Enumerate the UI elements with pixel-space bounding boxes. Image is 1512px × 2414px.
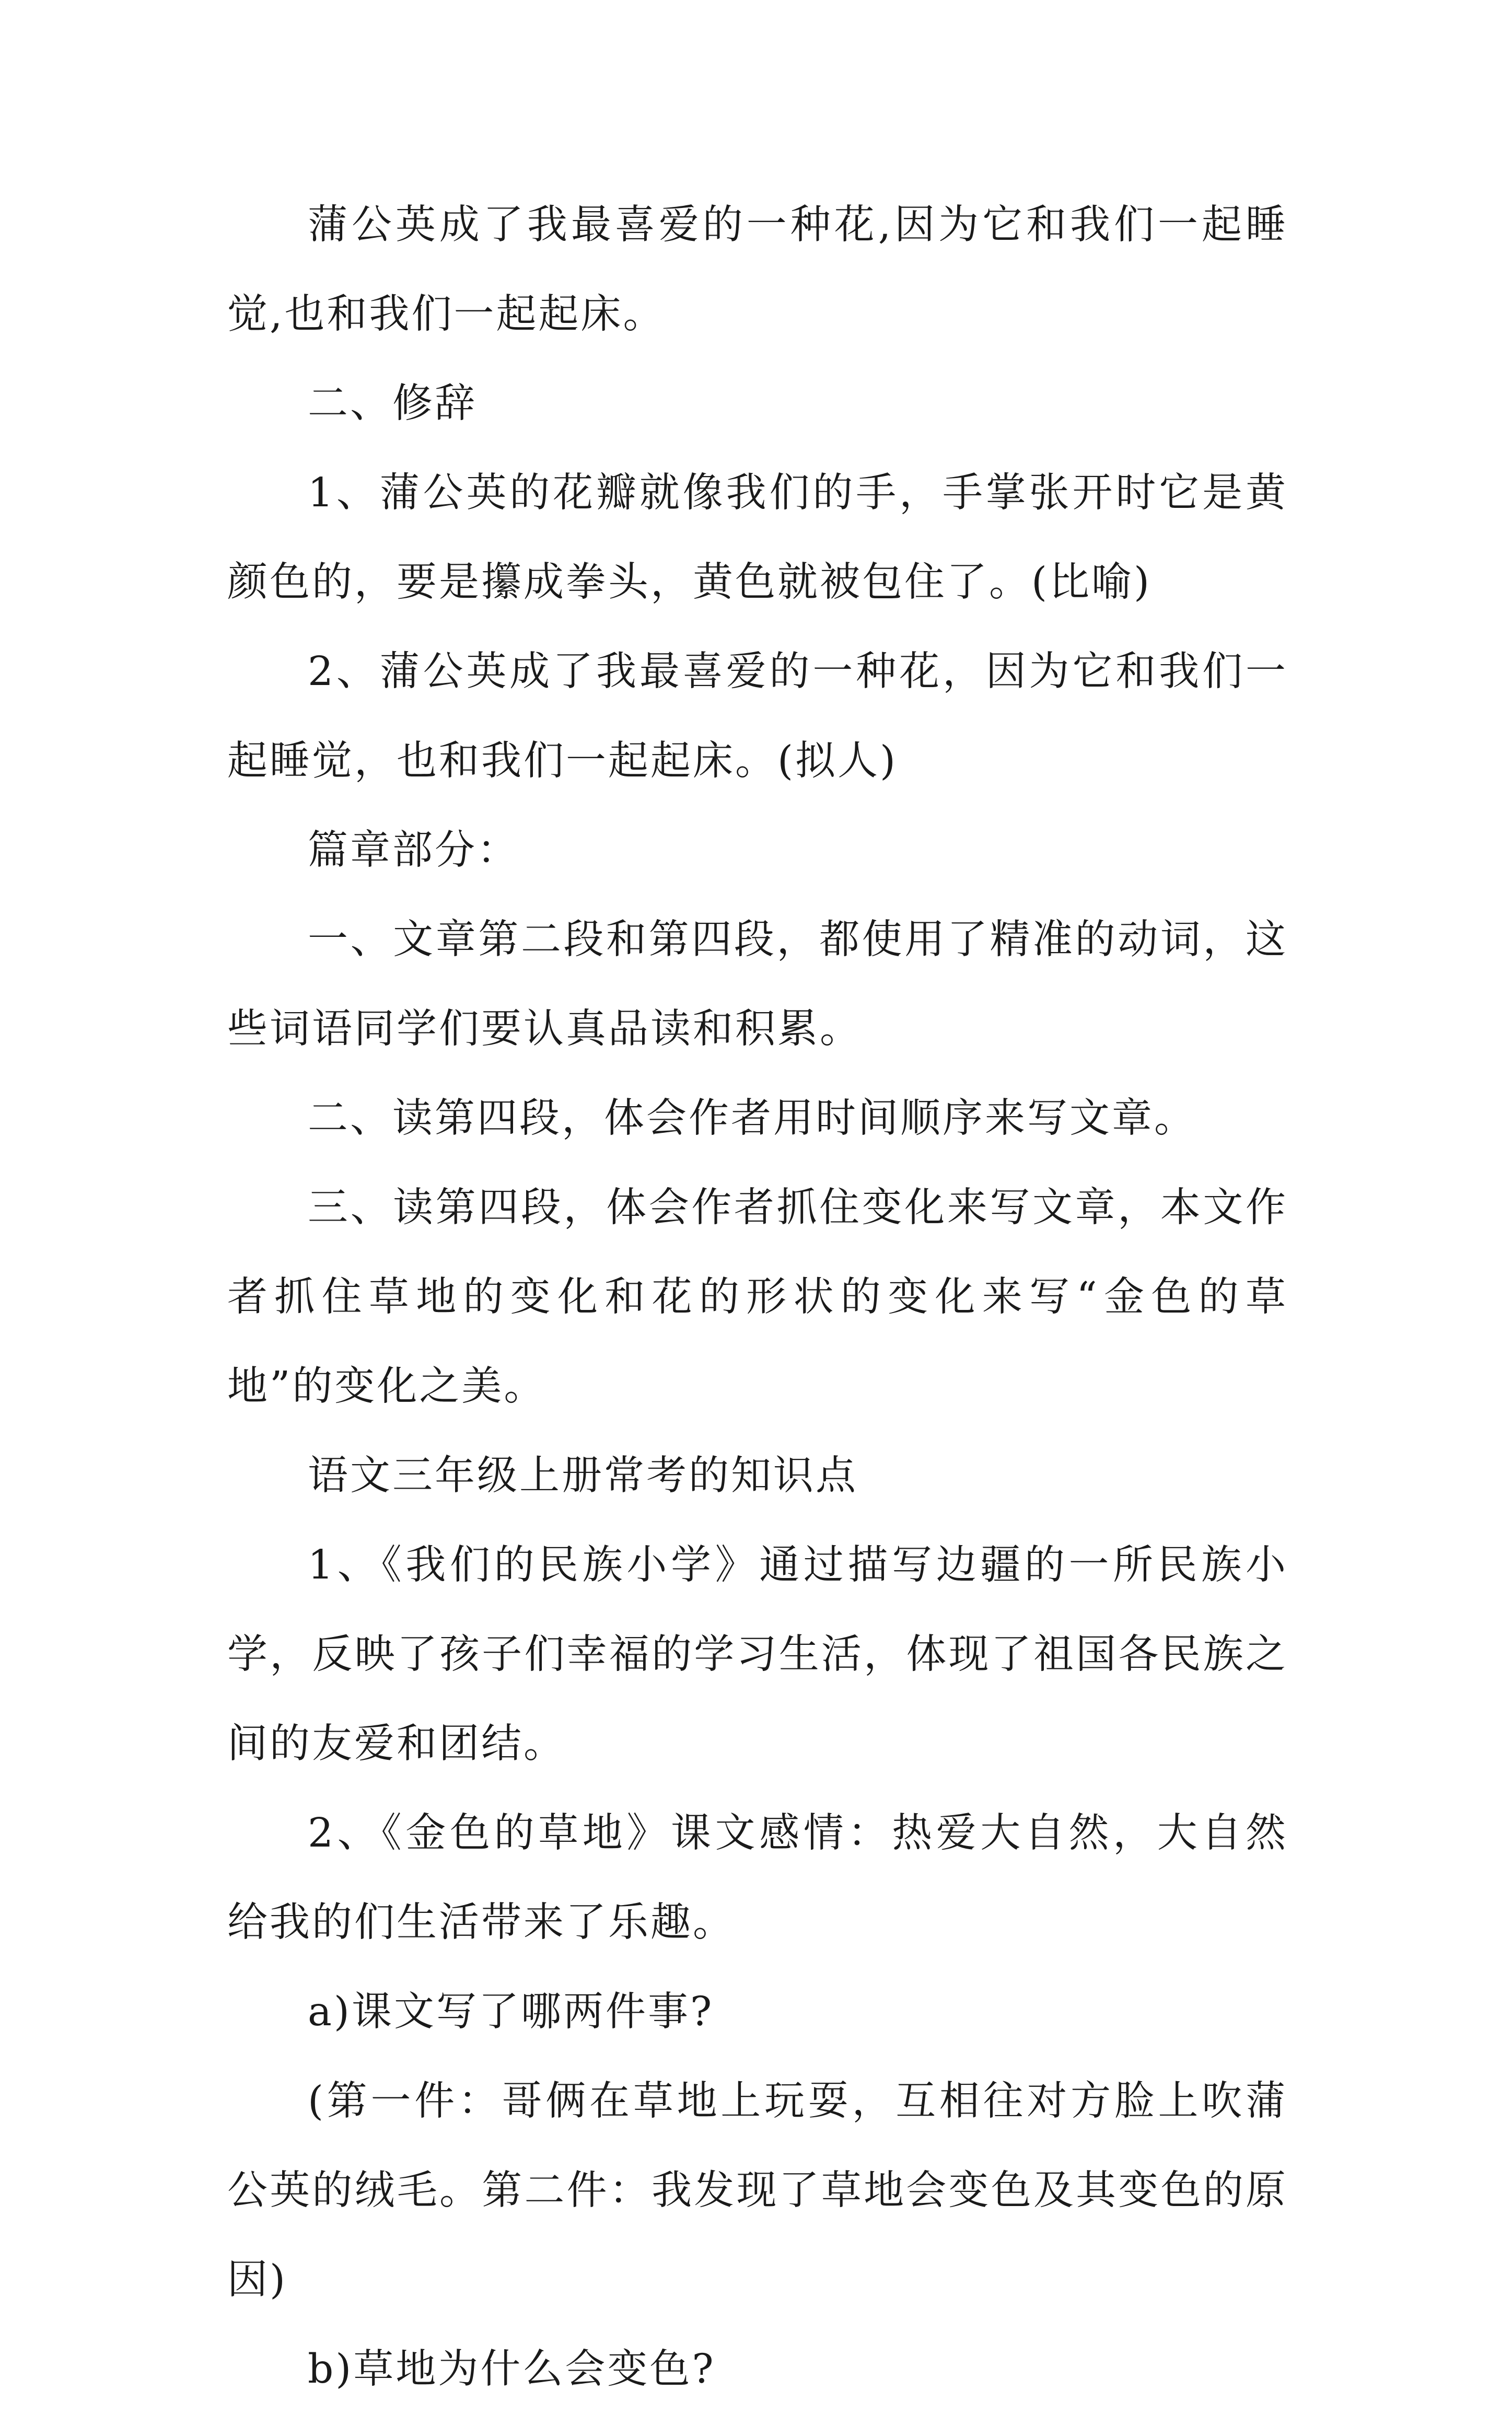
paragraph: 2、蒲公英成了我最喜爱的一种花，因为它和我们一起睡觉，也和我们一起起床。(拟人) [227,648,1288,784]
paragraph: 三、读第四段，体会作者抓住变化来写文章，本文作者抓住草地的变化和花的形状的变化来写“金色的草地”的变化之美。 [227,1185,1288,1410]
section-heading-knowledge-points: 语文三年级上册常考的知识点 [308,1453,858,1499]
paragraph: 蒲公英成了我最喜爱的一种花,因为它和我们一起睡觉,也和我们一起起床。 [227,202,1288,338]
question: b)草地为什么会变色? [308,2346,716,2393]
paragraph: 1、蒲公英的花瓣就像我们的手，手掌张开时它是黄颜色的，要是攥成拳头，黄色就被包住了。(比喻) [227,470,1288,606]
answer: (第一件：哥俩在草地上玩耍，互相往对方脸上吹蒲公英的绒毛。第二件：我发现了草地会变色及其变色的原因) [227,2078,1288,2303]
document-body [227,180,1288,2414]
section-heading-rhetoric: 二、修辞 [308,380,477,427]
paragraph: 二、读第四段，体会作者用时间顺序来写文章。 [308,1095,1196,1142]
paragraph: 2、《金色的草地》课文感情：热爱大自然，大自然给我的们生活带来了乐趣。 [227,1810,1288,1946]
question: a)课文写了哪两件事? [308,1989,714,2035]
paragraph: 一、文章第二段和第四段，都使用了精准的动词，这些词语同学们要认真品读和积累。 [227,916,1288,1052]
paragraph: 1、《我们的民族小学》通过描写边疆的一所民族小学，反映了孩子们幸福的学习生活，体现了祖国各民族之间的友爱和团结。 [227,1542,1288,1767]
section-heading-chapter: 篇章部分： [308,827,519,874]
